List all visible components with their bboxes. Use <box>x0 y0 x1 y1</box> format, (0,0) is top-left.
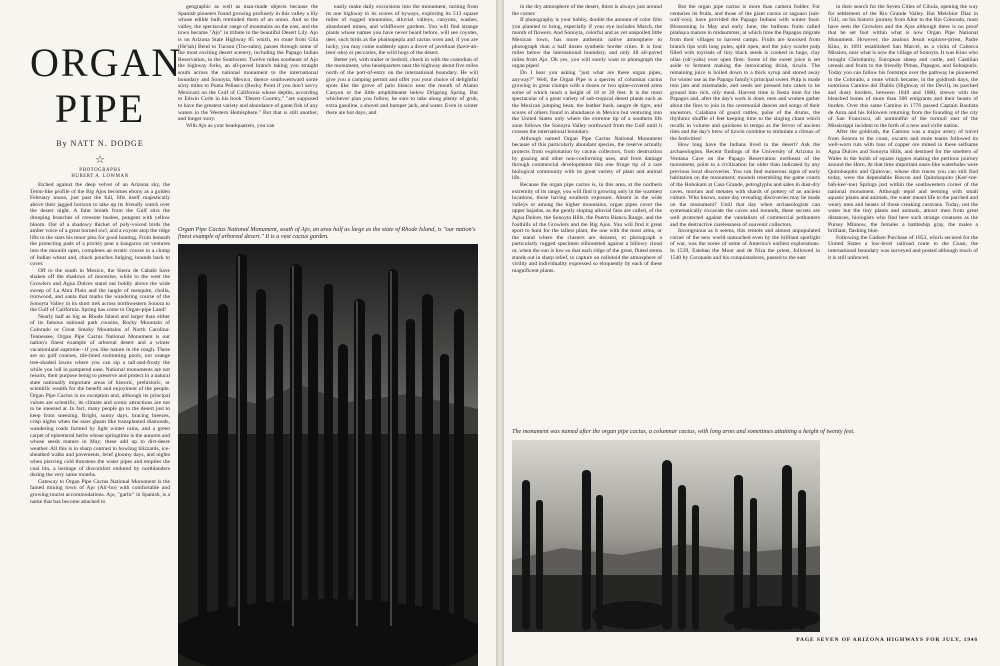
paragraph: Following the Gadsen Purchase of 1853, which secured for the United States a low-level railroad route to the Coast, the international boundary was surveyed and posted although much of it is still unfenced. <box>828 234 978 261</box>
column-left-3 <box>326 4 478 224</box>
paragraph: Incongruous as it seems, this remote and almost unpopulated corner of the new world untouched even by the brilliant spotlight of war, was the scene of some of America's earliest explorations. In 1539, Esteban the Moor and de Niza the priest, followed in 1540 by Coronado and his conquistadores, passed to the east <box>670 228 820 261</box>
paragraph: Do I hear you asking "just what are these organ pipes, anyway?" Well, the Organ Pipe is a species of columnar cactus growing in great clumps with a dozen or two spine-covered arms some of which reach a height of 18 or 20 feet. It is the most spectacular of a great variety of sub-tropical desert plants such as the Mexican jumping bean, the leather bush, sangre de tigre, and scores of others found in abundance in Mexico but venturing into the United States only where the extreme tip of a southern life zone follows the Sonoyta Valley northward from the Gulf until it crosses the international boundary. <box>512 69 662 136</box>
paragraph: How long have the Indians lived in the desert? Ask the archaeologists. Recent findings of the University of Arizona in Ventana Cave on the Papago Reservation northeast of the monument, point to a civilization far older than indicated by any previous local discoveries. You can find numerous signs of early habitation on the monument; mounds resembling the game courts of the Hohokam at Casa Grande, petroglyphs and sales in dust-dry caves, mortars and metates with shards of pottery of an ancient culture. Who knows, some day revealing discoveries may be made on the monument? Until that day when archaeologists can systematically excavate the caves and mounds, these secrets are well protected against the vandalism of commercial pothunters and the destructive carelessness of souvenir collectors. <box>670 142 820 228</box>
paragraph: With Ajo as your headquarters, you can <box>186 122 275 129</box>
column-right-2 <box>670 4 820 424</box>
byline: By NATT N. DODGE <box>56 139 144 148</box>
paragraph: easily make daily excursions into the monument, turning from its one highway to its scores of byways, exploring its 513 square miles of rugged mountains, alluvial valleys, canyons, washes, abandoned mines, and wildflower gardens. You will find strange plants whose names you have never heard before, will see coyotes, deer, such birds as the phainopepla and cactus wren and, if you are lucky, you may come suddenly upon a drove of javelinas (have-ah-leen'-ahs) or peccaries, the wild hogs of the desert. <box>326 4 478 57</box>
column-left-2 <box>178 4 318 224</box>
paragraph: in the dry atmosphere of the desert, thirst is always just around the corner. <box>512 4 662 17</box>
paragraph: in their search for the Seven Cities of Cibola, opening the way for settlement of the Rio Grande Valley. But Melchior Diaz in 1541, on his historic journey from Altar to the Rio Colorado, must have seen the Growlers and the Ajos although there is no proof that he set foot within what is now Organ Pipe National Monument. However, the zealous Jesuit explorer-priest, Padre Kino, in 1691 established San Marcel, as a visita of Caborca Mission, near what is now the village of Sonoyta. It was Kino who brought Christianity, European sheep and cattle, and Castilian cereals and fruits to the friendly Pimas, Papagos, and Sobaipuris. Today you can follow his footsteps over the pathway he pioneered to the Colorado, a route which became, in the goldrush days, the notorious Camino del Diablo (Highway of the Devil), its parched and dusty borders, between 1849 and 1860, strewn with the bleached bones of more than 300 emigrants and their beasts of burden. Over this same Camino in 1776 passed Captain Bautista de Anza and his followers returning from the founding of the city of San Francisco, all unmindful of the turmoil east of the Mississippi incident to the birth of a new and virile nation. <box>828 4 978 129</box>
paragraph: Although named Organ Pipe Cactus National Monument because of this particularly abundant species, the reserve actually protects from exploitation by cactus collectors, from destruction by grazing and other non-conforming uses, and from damage through commercial developments this one fringe tip of a rare biological community with its great variety of plant and animal life. <box>512 135 662 182</box>
photo-credit-label: PHOTOGRAPHS <box>79 168 121 173</box>
paragraph: Better yet, with trailer or bedroll, check in with the custodian of the monument, who headquarters near the highway about five miles north of the port-of-entry on the international boundary. He will give you a camping permit and offer you your choice of delightful spots like the grove of palo blanco near the mouth of Alamo Canyon or the little amphitheater below Dripping Spring. But whichever plan you follow, be sure to take along plenty of grub, extra gasoline, a shovel and bumper jack, and water. Even in winter there are hot days, and <box>326 56 478 116</box>
column-right-1 <box>512 4 662 424</box>
title-line-2: PIPE <box>54 86 146 131</box>
star-ornament-icon: ☆ <box>95 154 105 166</box>
organ-pipe-cactus-photo <box>178 244 478 666</box>
paragraph: After the goldrush, the Camino was a major artery of travel from Sonora to the coast, oxcarts and mule teams followed its well-worn ruts with tons of copper ore mined in these selfsame Agua Dulces and Sonoyta Hills, and destined for the smelters of Wales in the holds of square riggers making the perilous journey around the Horn. At that time important oasis-like waterholes were Quitobaquito and Quitovac, whose dim traces you can still find today, were the dependable Rincon and Quitobaquito (Kee'-toe-bah-kee'-toe) Springs just within the southwestern corner of the national monument. Although tepid and teeming with small aquatic plants and animals, the water meant life to the parched and weary men and beasts of those creaking caravans. Today, not the water but the tiny plants and animals, attract men from great distances, biologists who find here such strange creatures as the Pursey Minnow, the females a battleship gray, the males a brilliant, flashing blue. <box>828 129 978 235</box>
cactus-landscape-photo <box>512 440 820 632</box>
paragraph: If photography is your hobby, double the amount of color film you planned to bring, especially if your eye includes March, the month of flowers. And Sonoyta, colorful and as yet unspoiled little Mexican town, has more authentic native atmosphere to photograph than a half dozen synthetic border cities. It is four miles below the international boundary, and only 48 all-paved miles from Ajo. Oh yes, you will surely want to photograph the organ pipes! <box>512 17 662 70</box>
caption-bottom: The monument was named after the organ pipe cactus, a columnar cactus, with long arms and sometimes attaining a height of twenty feet. <box>512 428 855 435</box>
binding-gutter <box>496 0 504 666</box>
article-title <box>30 40 183 132</box>
title-line-1: ORGAN <box>30 40 183 85</box>
left-page <box>0 0 496 666</box>
paragraph: geographic as well as man-made objects because the Spanish pioneers found growing profusely in this valley a lily whose edible bulb reminded them of an onion. And so the valley, the spectacular range of mountains on the east, and the town became "Ajo" in tribute to the beautiful Desert Lily. Ajo is on Arizona State Highway 85 which, en route from Gila (He'lah) Bend to Tucson (Too-sahn), passes through some of the most exciting desert scenery, including the Papago Indian Reservation, in the Southwest. Twelve miles southeast of Ajo the highway forks, an all-paved branch taking you straight south across the national monument to the international boundary and Sonoyta, Mexico, thence southwestward some sixty miles to Punta Peñasco (Rocky Point if you don't savvy Mexican) on the Gulf of California whose depths, according to Edwin Corle in his book "Desert Country," "are supposed to have the greatest variety and abundance of game fish of any waters in the Western Hemisphere." But that is still another, and longer story. <box>178 4 318 123</box>
paragraph: Because the organ pipe cactus is, in this area, at the northern extremity of its range, you will find it growing only in the warmest locations, those having southern exposure. Absent in the wide valleys or among the higher mountains, organ pipes cover the upper bajadas, as the gently sloping alluvial fans are called, of the Agua Dulces, the Sonoyta Hills, the Puerto Blanco Range, and the foothills of the Growlers and the Big Ajos. You will find it great sport to hunt for the tallest plant, the one with the most arms, or the stand where the clusters are densest, to photograph a particularly rugged specimen silhouetted against a billowy cloud or, when the sun is low so that each ridge of the great, fluted stems stands out in sharp relief, to capture on celluloid the atmosphere of virility and individuality expressed so eloquently by each of these magnificent plants. <box>512 182 662 274</box>
photo-credit <box>30 168 170 180</box>
paragraph: Etched against the deep velvet of an Arizona sky, the Teton-like profile of the Big Ajos becomes ebony as a golden February moon, just past the full, lifts itself majestically above their jagged horizon to take up its friendly watch over the desert night. A faint breath from the Gulf stirs the drooping branches of creosote bushes, pungent with yellow bloom. Out of a shadowy thicket of poly-voiced birds the amber voice of a great horned owl, and a coyote atop the ridge lifts to the stars his tenor plea for good hunting. From beneath the protecting pads of a prickly pear a kangaroo rat ventures into the moonlit open, completes an erratic course to a clump of Indian wheat and, chuck pouches bulging, bounds back to cover. <box>30 182 170 268</box>
caption-top: Organ Pipe Cactus National Monument, south of Ajo, an area half as large as the state of Rhode Island, is "our nation's finest example of arboreal desert." It is a vast cactus garden. <box>178 226 476 241</box>
paragraph: Gateway to Organ Pipe Cactus National Monument is the famed mining town of Ajo (Ah'-ho) with comfortable and growing tourist accommodations. Ajo, "garlic" in Spanish, is a name that has become attached to <box>30 478 170 505</box>
column-left-1 <box>30 182 170 660</box>
right-page <box>504 0 1000 666</box>
paragraph: Nearly half as big as Rhode Island and larger than either of its famous national park cousins, Rocky Mountain of Colorado or Great Smoky Mountains of North Carolina-Tennessee, Organ Pipe Cactus National Monument is our nation's finest example of arboreal desert and a winter vacationland supreme—if you like nature in the rough. There are no golf courses, tile-lined swimming pools, nor orange tree-shaded lawns where you can sip a tall-and-frosty the while you loll in pampered ease. National monuments are not resorts, their purpose being to preserve and protect in a natural state nationally important areas of historic, prehistoric, or scientific wealth for the benefit and enjoyment of the people. Organ Pipe Cactus is no exception and, although its principal values are scientific, its climate and scenic attractions are not to be sneezed at. In fact, many people go to the desert just to keep from sneezing. Bright, sunny days, bracing breezes, crisp nights when the stars gleam like transplanted diamonds, wandering roads formed by light winter rains, and a green carpet of ephemeral herbs whose springtime is the autumn and whose seeds mature in May; these add up to dirt-deere weather. All this is in sharp contrast to howling blizzards, ice-sheathed walks and pavements, brief gloomy days, and nights when piercing cold threatens the water pipes and empties the coal bin, a heritage of discomfort endured by northlanders during the very same months. <box>30 313 170 479</box>
paragraph: Off to the south in Mexico, the Sierra de Cababi have shaken off the shadows of moonrise, while to the west the Growlers and Agua Dulces stand out boldly above the wide sweep of La Abra Plain and the tangle of mesquite, cholla, ironwood, and santa that marks the wandering course of the Sonoyta Valley in its short trek across northwestern Sonora to the Gulf of California. Spring has come to Organ-pipe Land! <box>30 267 170 314</box>
photo-edge-spacer <box>828 508 978 632</box>
photo-credit-name: HUBERT A. LOWMAN <box>71 174 129 179</box>
page-footer: PAGE SEVEN OF ARIZONA HIGHWAYS FOR JULY, 1946 <box>796 637 978 643</box>
paragraph: But the organ pipe cactus is more than camera fodder. For centuries its fruits, and those of the giant cactus or saguaro (sah-wah'-roo), have provided the Papago Indians with winter food. Blossoming in May and early June, the bulbous fruits called pitahaya mature in midsummer, at which time the Papagos migrate from their villages to harvest camps. Fruits are knocked from branch tips with long poles, split open, and the juicy scarlet pulp filled with myriads of tiny black seeds is cooked in huge, clay ollas (oh'-yahs) over open fires. Some of the sweet juice is set aside to ferment making the intoxicating drink, tizwin. The remaining juice is boiled down to a thick syrup and stored away for winter use as the Papago family's principal sweet. Pulp is made into jam and marmalade, and seeds are pressed into cakes to be ground into rich, oily meal. Harvest time is fiesta time for the Papagos and, after the day's work is done, men and women gather about the fires to join in the ceremonial dances and songs of their ancestors. Calabaza of gourd rattles, pulse of the drums, the rhythmic shuffle of feet keeping time to the singing chant which recalls in volume and quickens in tempo as the fervor of ancient rites and the day's brew of tizwin combine to stimulate a climax of the festivities! <box>670 4 820 142</box>
